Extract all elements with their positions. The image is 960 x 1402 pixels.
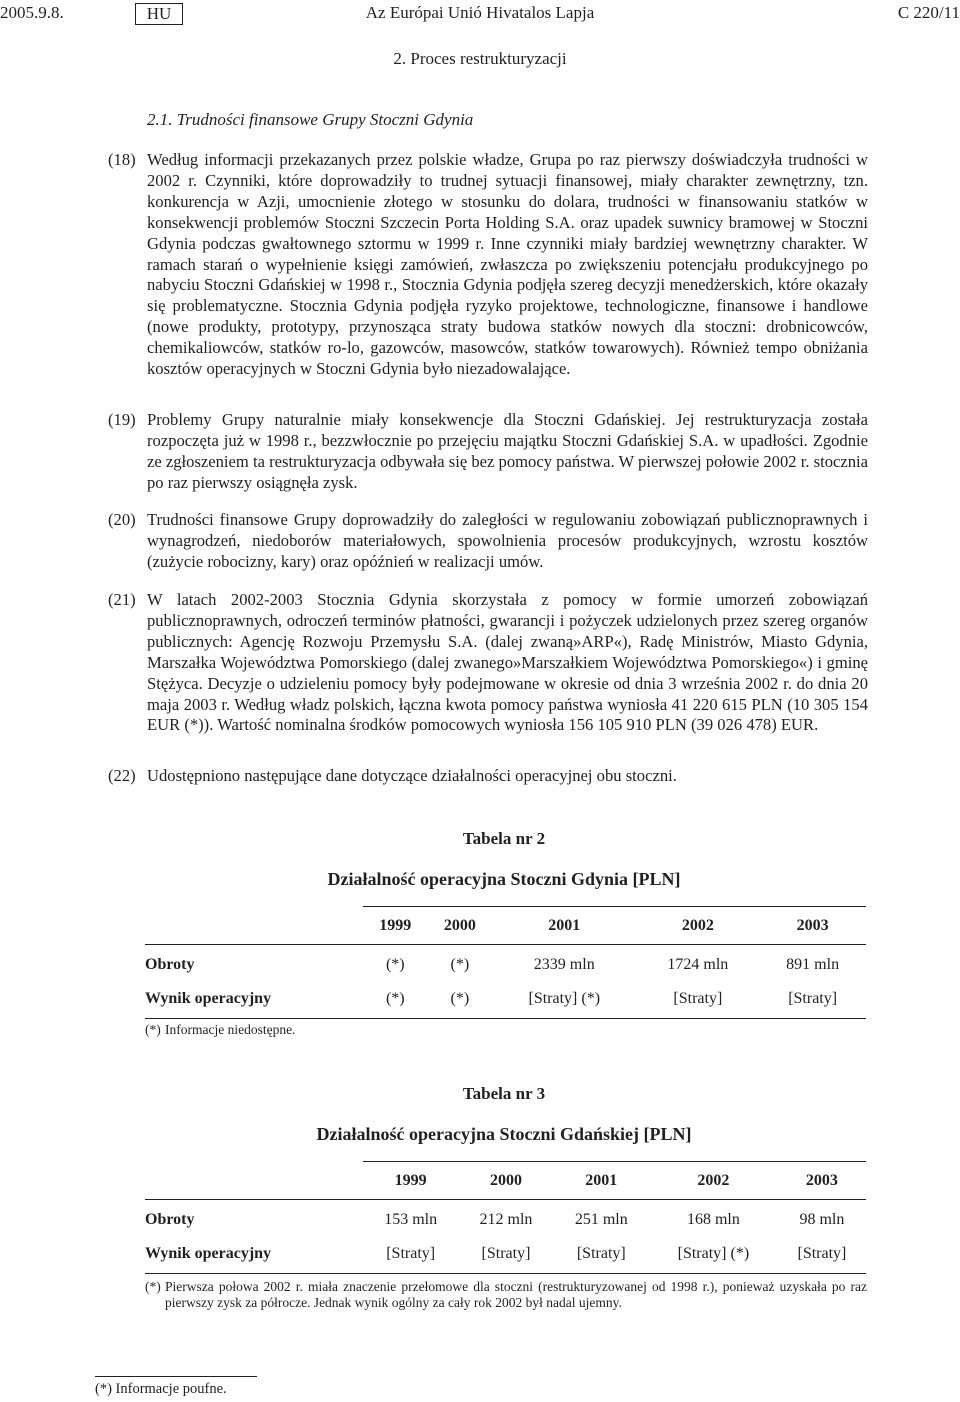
table-cell: [Straty] <box>778 1237 866 1274</box>
table-cell: 212 mln <box>479 1211 533 1228</box>
paragraph-text: W latach 2002-2003 Stocznia Gdynia skorzystała z pomocy w formie umorzeń zobowiązań publicznoprawnych, odroczeń terminów płatności, gwarancji i pożyczek udzielonych przez szereg organów publicznych: Agencję Rozwoju Przemysłu S.A. (dalej zwaną»ARP«), Radę Ministrów, Miasto Gdynia, Marszałka Województwa Pomorskiego (dalej zwanego»Marszałkiem Województwa Pomorskiego«) i gminę Stężyca. Decyzje o udzieleniu pomocy były podejmowane w okresie od dnia 3 września 2002 r. do dnia 20 maja 2003 r. Według władz polskich, łączna kwota pomocy państwa wyniosła 41 220 615 PLN (10 305 154 EUR (*)). Wartość nominalna środków pomocowych wyniosła 156 105 910 PLN (39 026 478) EUR. <box>147 590 868 735</box>
paragraph-22 <box>108 766 868 787</box>
table-cell: (*) <box>363 982 428 1019</box>
year-header: 1999 <box>363 907 428 945</box>
table-cell: (*) <box>385 956 405 973</box>
table-cell: (*) <box>428 982 493 1019</box>
footnote: (*) Informacje poufne. <box>95 1381 227 1397</box>
paragraph-number: (19) <box>108 410 136 429</box>
paragraph-text: Według informacji przekazanych przez polskie władze, Grupa po raz pierwszy doświadczyła trudności w 2002 r. Czynniki, które doprowadziły to trudnej sytuacji finansowej, miały charakter zewnętrzny, tzn. konkurencja w Azji, umocnienie złotego w stosunku do dolara, trudności w finansowaniu statków w konsekwencji problemów Stoczni Szczecin Porta Holding S.A. oraz upadek suwnicy bramowej w Stoczni Gdynia podczas gwałtownego sztormu w 1999 r. Inne czynniki miały bardziej wewnętrzny charakter. W ramach starań o wypełnienie księgi zamówień, zwłaszcza po zwiększeniu potencjału produkcyjnego po nabyciu Stoczni Gdańskiej w 1998 r., Stocznia Gdynia podjęła szereg decyzji menedżerskich, które okazały się problematyczne. Stocznia Gdynia podjęła ryzyko projektowe, technologiczne, finansowe i handlowe (nowe produkty, prototypy, przynosząca straty budowa statków nowych dla stoczni: drobnicowców, chemikaliowców, statków ro-lo, gazowców, masowców, statków towarowych). Również tempo obniżania kosztów operacyjnych w Stoczni Gdynia było niezadowalające. <box>147 150 868 379</box>
table-2-note <box>145 1022 867 1038</box>
journal-title: Az Európai Unió Hivatalos Lapja <box>365 3 595 22</box>
footnote-separator <box>95 1376 257 1377</box>
table-row <box>145 1200 866 1238</box>
paragraph-text: Udostępniono następujące dane dotyczące działalności operacyjnej obu stoczni. <box>147 766 677 785</box>
table-2 <box>145 906 866 1019</box>
table-cell: 1724 mln <box>667 956 729 973</box>
year-header: 2001 <box>554 1162 649 1200</box>
table-cell: [Straty] (*) <box>492 982 636 1019</box>
year-header: 2001 <box>492 907 636 945</box>
table-2-title: Działalność operacyjna Stoczni Gdynia [PLN] <box>327 869 681 889</box>
section-title: 2. Proces restrukturyzacji <box>393 49 567 68</box>
table-cell: 153 mln <box>384 1211 438 1228</box>
table-3-title: Działalność operacyjna Stoczni Gdańskiej [PLN] <box>316 1124 692 1144</box>
row-label: Obroty <box>145 956 195 973</box>
table-cell: 168 mln <box>686 1211 740 1228</box>
table-cell: [Straty] <box>458 1237 553 1274</box>
language-code-box: HU <box>135 3 183 25</box>
paragraph-number: (21) <box>108 590 136 609</box>
row-label: Wynik operacyjny <box>145 1237 363 1274</box>
year-header: 1999 <box>363 1162 458 1200</box>
year-header: 2000 <box>458 1162 553 1200</box>
page-header <box>0 3 960 25</box>
table-corner-cell <box>145 1162 363 1200</box>
table-header-row <box>145 1162 866 1200</box>
table-2-label: Tabela nr 2 <box>462 829 546 848</box>
table-cell: [Straty] <box>363 1237 458 1274</box>
table-cell: 251 mln <box>574 1211 628 1228</box>
table-corner-cell <box>145 907 363 945</box>
table-3 <box>145 1161 866 1274</box>
table-cell: 98 mln <box>799 1211 845 1228</box>
table-row <box>145 1237 866 1274</box>
table-header-row <box>145 907 866 945</box>
table-cell: [Straty] <box>554 1237 649 1274</box>
table-cell: (*) <box>450 956 470 973</box>
paragraph-19 <box>108 410 868 494</box>
year-header: 2003 <box>759 907 866 945</box>
table-3-label: Tabela nr 3 <box>462 1084 546 1103</box>
year-header: 2002 <box>649 1162 778 1200</box>
paragraph-number: (22) <box>108 766 136 785</box>
publication-date: 2005.9.8. <box>0 3 64 22</box>
paragraph-number: (20) <box>108 510 136 529</box>
table-row <box>145 982 866 1019</box>
table-cell: [Straty] <box>759 982 866 1019</box>
paragraph-text: Trudności finansowe Grupy doprowadziły do zaległości w regulowaniu zobowiązań publicznoprawnych i wynagrodzeń, niedoborów materiałowych, spowolnienia procesów produkcyjnych, wzrostu kosztów (zużycie robocizny, kary) oraz opóźnień w realizacji umów. <box>147 510 868 571</box>
table-cell: 891 mln <box>786 956 840 973</box>
note-text: Pierwsza połowa 2002 r. miała znaczenie przełomowe dla stoczni (restrukturyzowanej od 1998 r.), ponieważ uzyskała po raz pierwszy zysk za półrocze. Jednak wynik ogólny za cały rok 2002 był nadal ujemny. <box>165 1279 867 1310</box>
table-row <box>145 945 866 983</box>
subsection-title: 2.1. Trudności finansowe Grupy Stoczni Gdynia <box>147 110 474 129</box>
year-header: 2000 <box>428 907 493 945</box>
note-text: Informacje niedostępne. <box>165 1022 296 1037</box>
table-cell: [Straty] (*) <box>649 1237 778 1274</box>
year-header: 2002 <box>636 907 759 945</box>
table-3-note <box>145 1279 867 1311</box>
paragraph-text: Problemy Grupy naturalnie miały konsekwencje dla Stoczni Gdańskiej. Jej restrukturyzacja została rozpoczęta już w 1998 r., bezzwłocznie po przejęciu majątku Stoczni Gdańskiej S.A. w upadłości. Zgodnie ze zgłoszeniem ta restrukturyzacja odbywała się bez pomocy państwa. W pierwszej połowie 2002 r. stocznia po raz pierwszy osiągnęła zysk. <box>147 410 868 492</box>
paragraph-number: (18) <box>108 150 136 169</box>
note-marker: (*) <box>145 1022 161 1037</box>
paragraph-18 <box>108 150 868 380</box>
note-marker: (*) <box>145 1279 161 1294</box>
page-number: C 220/11 <box>897 3 960 22</box>
year-header: 2003 <box>778 1162 866 1200</box>
paragraph-20 <box>108 510 868 573</box>
table-cell: [Straty] <box>636 982 759 1019</box>
table-cell: 2339 mln <box>533 956 595 973</box>
row-label: Wynik operacyjny <box>145 982 363 1019</box>
paragraph-21 <box>108 590 868 736</box>
row-label: Obroty <box>145 1211 195 1228</box>
